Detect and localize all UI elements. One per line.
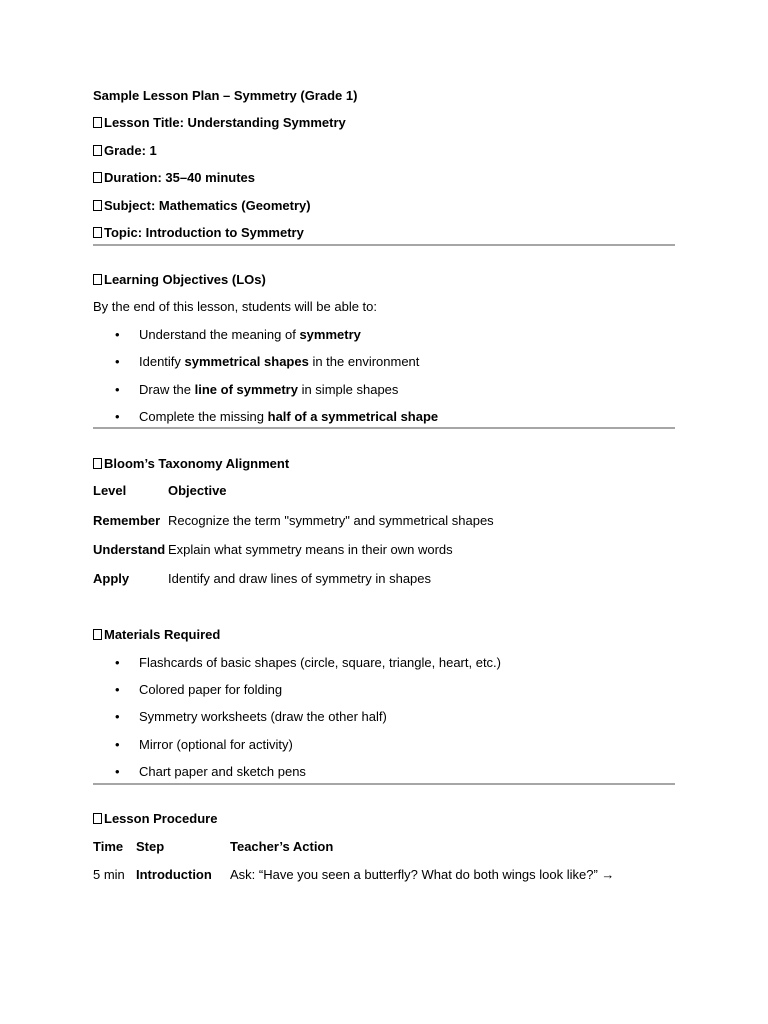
table-header-cell: Teacher’s Action	[230, 838, 334, 854]
materials-heading: Materials Required	[93, 626, 675, 653]
info-topic: Topic: Introduction to Symmetry	[93, 224, 675, 244]
missing-glyph-icon	[93, 117, 102, 128]
materials-list	[93, 654, 675, 784]
table-header-cell: Step	[136, 838, 165, 854]
list-item: • Complete the missing half of a symmetrical shape	[93, 408, 675, 427]
table-header-row	[93, 838, 614, 866]
missing-glyph-icon	[93, 458, 102, 469]
table-row	[93, 570, 494, 626]
missing-glyph-icon	[93, 274, 102, 285]
table-row	[93, 866, 614, 894]
missing-glyph-icon	[93, 813, 102, 824]
table-header-cell: Level	[93, 483, 127, 499]
info-duration: Duration: 35–40 minutes	[93, 169, 675, 196]
bloom-heading: Bloom’s Taxonomy Alignment	[93, 455, 675, 482]
missing-glyph-icon	[93, 172, 102, 183]
objectives-list	[93, 326, 675, 427]
list-item: • Colored paper for folding	[93, 681, 675, 708]
list-item: • Chart paper and sketch pens	[93, 763, 675, 783]
document-content	[93, 87, 675, 894]
missing-glyph-icon	[93, 145, 102, 156]
table-cell: Understand	[93, 542, 166, 558]
procedure-table	[93, 838, 614, 894]
missing-glyph-icon	[93, 227, 102, 238]
section-divider	[93, 244, 675, 246]
section-divider	[93, 427, 675, 429]
list-item: • Draw the line of symmetry in simple shapes	[93, 381, 675, 408]
missing-glyph-icon	[93, 629, 102, 640]
info-lesson-title: Lesson Title: Understanding Symmetry	[93, 114, 675, 141]
objectives-heading: Learning Objectives (LOs)	[93, 271, 675, 298]
table-cell: Recognize the term "symmetry" and symmetrical shapes	[168, 513, 494, 529]
table-cell: Remember	[93, 513, 161, 529]
table-header-cell: Time	[93, 838, 124, 854]
table-header-cell: Objective	[168, 483, 227, 499]
objectives-intro: By the end of this lesson, students will be able to:	[93, 299, 378, 315]
list-item: • Symmetry worksheets (draw the other half)	[93, 708, 675, 735]
list-item: • Identify symmetrical shapes in the environment	[93, 353, 675, 380]
bloom-table	[93, 482, 494, 626]
list-item: • Flashcards of basic shapes (circle, square, triangle, heart, etc.)	[93, 654, 675, 681]
table-cell: Apply	[93, 571, 130, 587]
list-item: • Mirror (optional for activity)	[93, 736, 675, 763]
document-title: Sample Lesson Plan – Symmetry (Grade 1)	[93, 88, 358, 103]
table-cell: Explain what symmetry means in their own words	[168, 542, 453, 558]
table-cell: 5 min	[93, 866, 125, 882]
list-item: • Understand the meaning of symmetry	[93, 326, 675, 353]
info-grade: Grade: 1	[93, 142, 675, 169]
table-row	[93, 512, 494, 541]
info-subject: Subject: Mathematics (Geometry)	[93, 197, 675, 224]
table-header-row	[93, 482, 494, 512]
missing-glyph-icon	[93, 200, 102, 211]
table-cell: Ask: “Have you seen a butterfly? What do both wings look like?” →	[230, 866, 615, 882]
procedure-heading: Lesson Procedure	[93, 810, 675, 837]
table-cell: Introduction	[136, 866, 212, 882]
table-row	[93, 541, 494, 570]
section-divider	[93, 783, 675, 785]
table-cell: Identify and draw lines of symmetry in shapes	[168, 571, 432, 587]
